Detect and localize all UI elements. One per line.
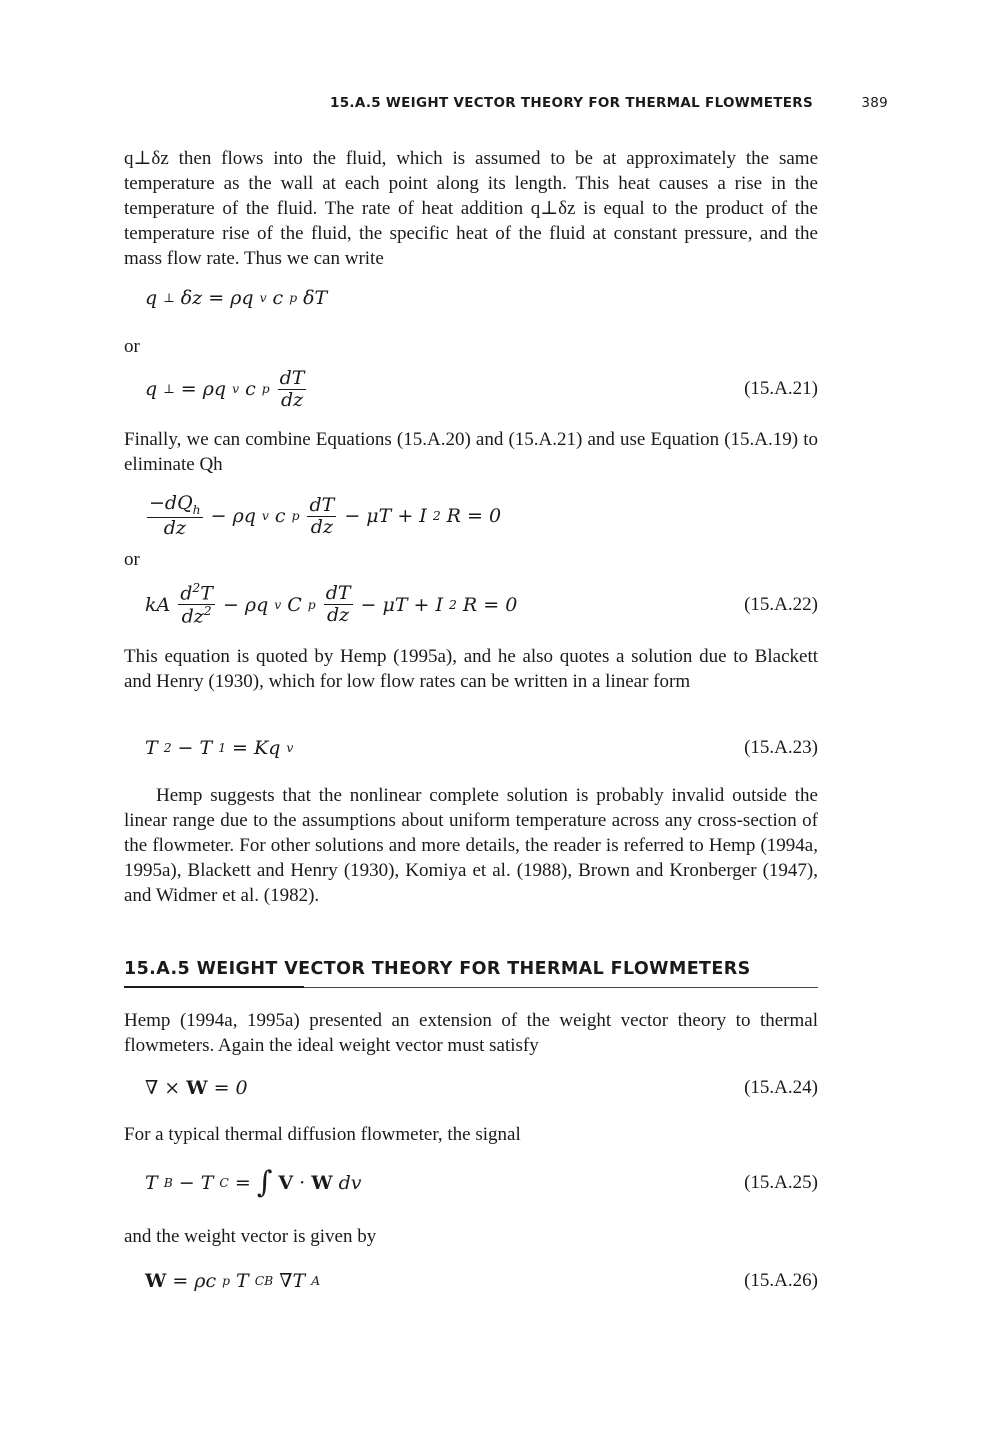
equation-number-22: (15.A.22) xyxy=(744,593,818,615)
section-heading: 15.A.5 WEIGHT VECTOR THEORY FOR THERMAL FLOWMETERS xyxy=(124,959,751,979)
equation-combined: $\frac{-dQ_h}{dz}$ − ρq v c p $\frac{dT}{dz}$ − μT + I 2 R = 0 xyxy=(149,492,502,540)
paragraph-3: This equation is quoted by Hemp (1995a), and he also quotes a solution due to Blackett and Henry (1930), which for low flow rates can be written in a linear form xyxy=(124,646,818,692)
section-rule-accent xyxy=(124,986,304,988)
equation-number-21: (15.A.21) xyxy=(744,378,818,400)
equation-15A24: ∇ × W = 0 (15.A.24) xyxy=(145,1077,818,1099)
equation-15A25: T B − T C = ∫ V · W dv (15.A.25) xyxy=(145,1165,818,1200)
paragraph-7: and the weight vector is given by xyxy=(124,1226,377,1247)
equation-number-24: (15.A.24) xyxy=(744,1077,818,1098)
equation-15A26: W = ρc p T CB ∇T A (15.A.26) xyxy=(145,1270,818,1292)
paragraph-5: Hemp (1994a, 1995a) presented an extension of the weight vector theory to thermal flowmeters. Again the ideal weight vector must satisfy xyxy=(124,1010,818,1056)
integral-sign: ∫ xyxy=(256,1165,273,1200)
paragraph-2: Finally, we can combine Equations (15.A.20) and (15.A.21) and use Equation (15.A.19) to eliminate Qh xyxy=(124,429,818,475)
equation-heat-addition: q ⊥ δz = ρq v c p δT xyxy=(145,287,328,309)
equation-15A22: kA $\frac{d^2T}{dz^2}$ − ρq v C p $\frac{dT}{dz}$ − μT + I 2 R = 0 (15.A.22) xyxy=(145,581,818,628)
equation-number-25: (15.A.25) xyxy=(744,1172,818,1193)
paragraph-6: For a typical thermal diffusion flowmeter, the signal xyxy=(124,1124,521,1145)
equation-15A23: T 2 − T 1 = Kq v (15.A.23) xyxy=(145,737,818,759)
or-connector-2: or xyxy=(124,549,140,570)
running-header xyxy=(330,95,888,111)
equation-number-26: (15.A.26) xyxy=(744,1270,818,1291)
equation-15A21: q ⊥ = ρq v c p $\frac{dT}{dz}$ (15.A.21) xyxy=(145,367,818,411)
page-number: 389 xyxy=(861,95,888,111)
paragraph-1: q⊥δz then flows into the fluid, which is assumed to be at approximately the same temperature as the wall at each point along its length. This heat causes a rise in the temperature of the fluid. The rate of heat addition q⊥δz is equal to the product of the temperature rise of the fluid, the specific heat of the fluid at constant pressure, and the mass flow rate. Thus we can write xyxy=(124,148,818,269)
equation-number-23: (15.A.23) xyxy=(744,737,818,758)
running-title: 15.A.5 WEIGHT VECTOR THEORY FOR THERMAL FLOWMETERS xyxy=(330,95,813,111)
or-connector-1: or xyxy=(124,336,140,357)
paragraph-4: Hemp suggests that the nonlinear complete solution is probably invalid outside the linear range due to the assumptions about uniform temperature across any cross-section of the flowmeter. For other solutions and more details, the reader is referred to Hemp (1994a, 1995a), Blackett and Henry (1930), Komiya et al. (1988), Brown and Kronberger (1947), and Widmer et al. (1982). xyxy=(124,785,818,906)
